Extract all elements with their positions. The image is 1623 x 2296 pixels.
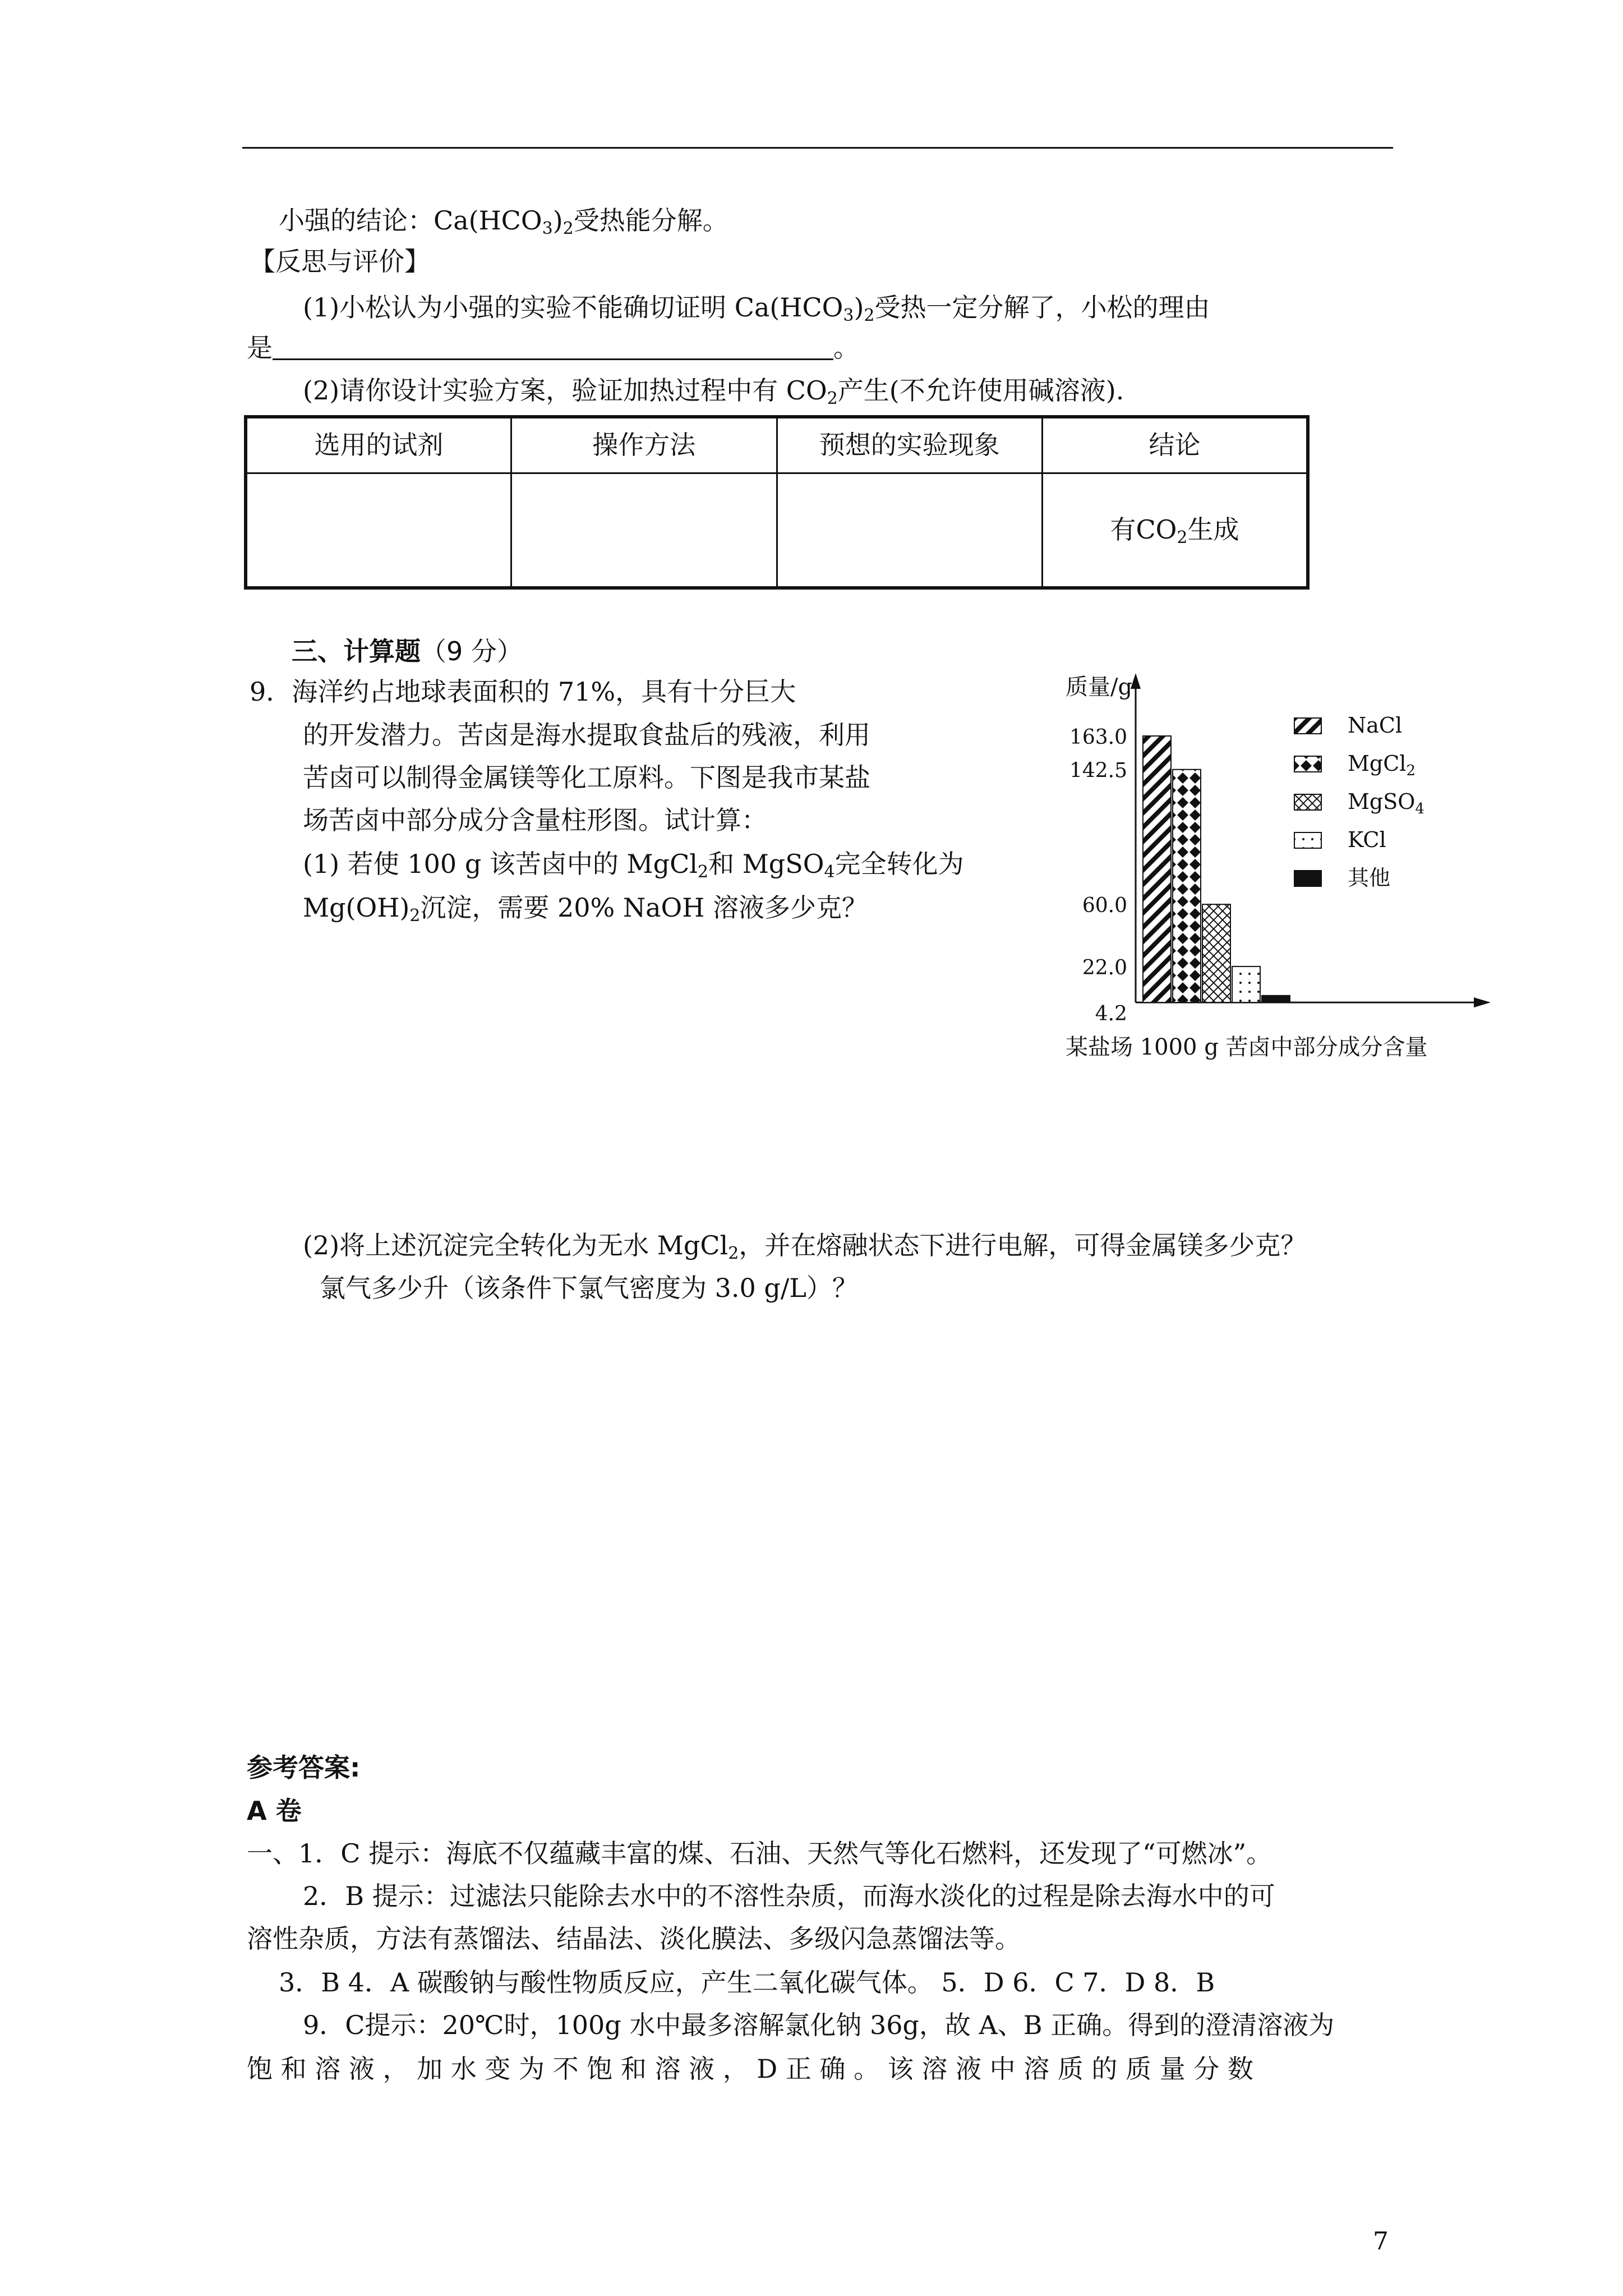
header-conclusion: 结论 [1043,417,1308,473]
experiment-table [244,415,1310,590]
phenomenon-cell[interactable] [777,473,1043,588]
answer-line-5: 9．C提示：20℃时，100g 水中最多溶解氯化钠 36g，故 A、B 正确。得到的澄清溶液为 [303,2010,1335,2040]
bar-4 [1262,996,1290,1002]
reflection-heading: 【反思与评价】 [250,246,430,277]
answer-line-3: 溶性杂质，方法有蒸馏法、结晶法、淡化膜法、多级闪急蒸馏法等。 [247,1924,1021,1954]
bar-0 [1143,736,1171,1002]
tick-label-4: 4.2 [1095,1002,1127,1025]
header-reagent: 选用的试剂 [246,417,511,473]
legend-label-3: KCl [1348,827,1386,852]
legend-swatch-3 [1294,832,1321,848]
answer-line-6: 饱 和 溶 液 ， 加 水 变 为 不 饱 和 溶 液 ， D 正 确 。 该 溶 液 中 溶 质 的 质 量 分 数 [247,2054,1253,2084]
problem-9-part1-line2: $Mg(OH)_2$沉淀，需要 20% NaOH 溶液多少克？ [303,892,868,926]
answer-blank[interactable] [273,336,833,360]
chart-bars [1143,736,1290,1002]
bar-1 [1173,770,1201,1002]
problem-9-part2-line2: 氯气多少升（该条件下氯气密度为 3.0 g/L）？ [320,1273,858,1303]
method-cell[interactable] [511,473,777,588]
salt-composition-chart [1066,673,1492,1077]
legend-swatch-1 [1294,756,1321,772]
legend-swatch-4 [1294,871,1321,886]
answer-line-1: 一、1．C 提示：海底不仅蕴藏丰富的煤、石油、天然气等化石燃料，还发现了“可燃冰”。 [247,1838,1272,1869]
problem-9-line1: 9．海洋约占地球表面积的 71%，具有十分巨大 [250,677,796,707]
x-axis-arrow [1474,997,1491,1007]
answers-heading: 参考答案: [247,1752,361,1783]
problem-9-part2-line1: (2)将上述沉淀完全转化为无水 MgCl$_2$，并在熔融状态下进行电解，可得金属镁多少克？ [303,1230,1307,1263]
legend-label-4: 其他 [1348,866,1391,890]
bar-chart-svg [1066,673,1492,1077]
question-2: (2)请你设计实验方案，验证加热过程中有 $CO_2$产生(不允许使用碱溶液). [303,375,1124,408]
header-method: 操作方法 [511,417,777,473]
bar-2 [1202,904,1230,1002]
problem-9-part1-line1: (1) 若使 100 g 该苦卤中的 MgCl$_2$和 MgSO$_4$完全转化为 [303,849,964,882]
legend-label-1: MgCl$_2$ [1348,751,1416,779]
answer-line-4: 3．B 4．A 碳酸钠与酸性物质反应，产生二氧化碳气体。 5．D 6．C 7．D 8．B [279,1967,1215,1998]
conclusion-cell: 有$CO_2$生成 [1043,473,1308,588]
legend-label-0: NaCl [1348,713,1403,738]
question-1-line2: 是 。 [247,333,859,363]
tick-label-1: 142.5 [1069,759,1127,783]
chart-axes [1066,673,1491,1007]
problem-9-line4: 场苦卤中部分成分含量柱形图。试计算： [303,805,767,835]
table-row [246,473,1308,588]
legend-swatch-0 [1294,718,1321,734]
problem-9-line3: 苦卤可以制得金属镁等化工原料。下图是我市某盐 [303,762,870,793]
tick-label-0: 163.0 [1069,726,1127,749]
tick-label-2: 60.0 [1082,894,1127,918]
header-rule [242,147,1393,149]
chart-tick-labels [1069,726,1127,1025]
y-axis-label: 质量/g [1066,674,1133,700]
problem-9-line2: 的开发潜力。苦卤是海水提取食盐后的残液，利用 [303,720,870,750]
question-1-line1: (1)小松认为小强的实验不能确切证明 $Ca(HCO_3)_2$受热一定分解了，小松的理由 [303,292,1210,325]
table-header-row [246,417,1308,473]
legend-swatch-2 [1294,794,1321,810]
section-3-title: 三、计算题（9 分） [292,636,523,666]
bar-3 [1232,967,1260,1002]
conclusion-line: 小强的结论：$Ca(HCO_3)_2$受热能分解。 [279,205,728,238]
answer-line-2: 2．B 提示：过滤法只能除去水中的不溶性杂质，而海水淡化的过程是除去海水中的可 [303,1881,1275,1911]
reagent-cell[interactable] [246,473,511,588]
answers-volume: A 卷 [247,1796,302,1826]
legend-label-2: MgSO$_4$ [1348,789,1424,817]
chart-legend [1294,713,1424,890]
chart-caption: 某盐场 1000 g 苦卤中部分成分含量 [1066,1034,1428,1060]
page-number: 7 [1373,2227,1389,2256]
header-phenomenon: 预想的实验现象 [777,417,1043,473]
tick-label-3: 22.0 [1082,956,1127,979]
